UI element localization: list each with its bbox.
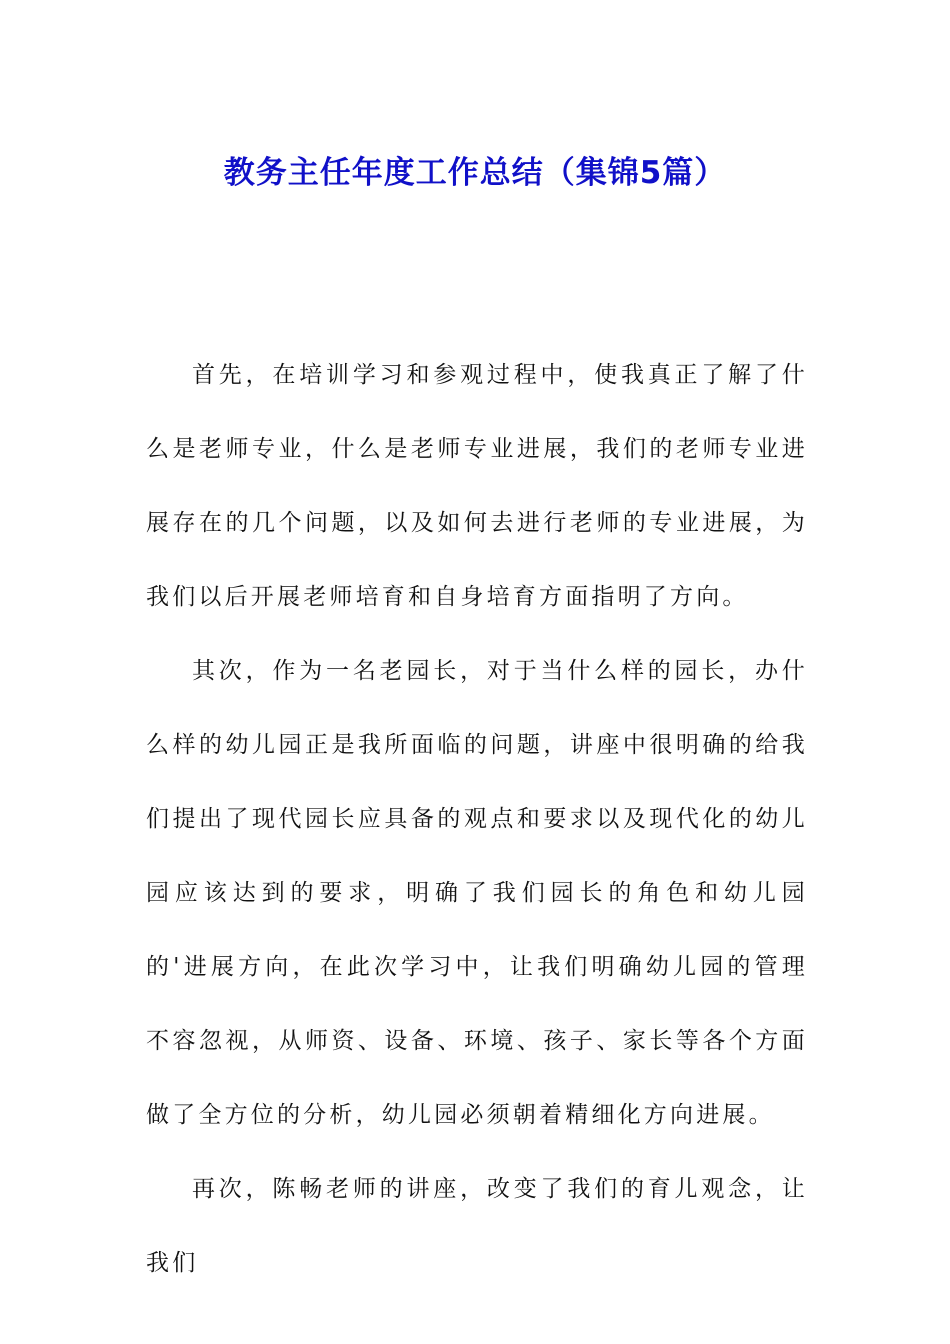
paragraph-1: 首先，在培训学习和参观过程中，使我真正了解了什么是老师专业，什么是老师专业进展，我们的老师专业进展存在的几个问题，以及如何去进行老师的专业进展，为我们以后开展老师培育和自身培育方面指明了方向。 <box>146 362 808 610</box>
document-body <box>146 338 808 1300</box>
paragraph-3: 再次，陈畅老师的讲座，改变了我们的育儿观念，让我们 <box>146 1176 808 1276</box>
paragraph-2: 其次，作为一名老园长，对于当什么样的园长，办什么样的幼儿园正是我所面临的问题，讲座中很明确的给我们提出了现代园长应具备的观点和要求以及现代化的幼儿园应该达到的要求，明确了我们园长的角色和幼儿园的'进展方向，在此次学习中，让我们明确幼儿园的管理不容忽视，从师资、设备、环境、孩子、家长等各个方面做了全方位的分析，幼儿园必须朝着精细化方向进展。 <box>146 658 808 1128</box>
document-title: 教务主任年度工作总结（集锦5篇） <box>223 154 727 191</box>
